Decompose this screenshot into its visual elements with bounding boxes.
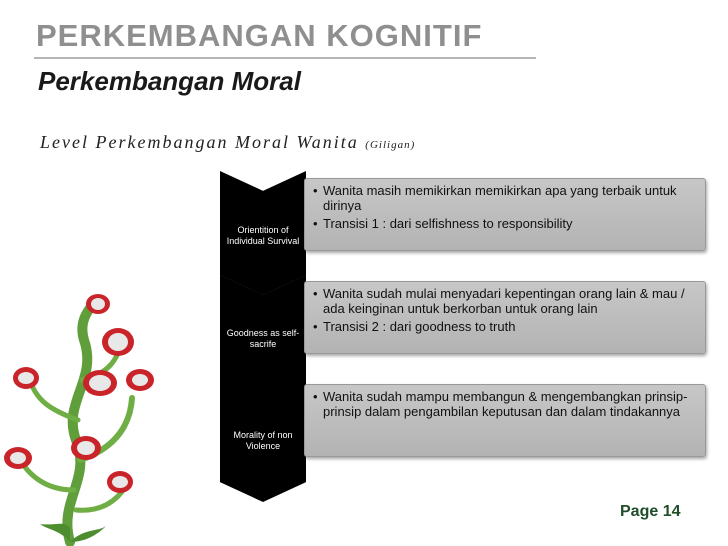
page-number: Page 14 xyxy=(620,503,681,520)
stage-2-label: Goodness as self-sacrife xyxy=(226,328,300,349)
stage-3-bullet-1: • Wanita sudah mampu membangun & mengembangkan prinsip-prinsip dalam pengambilan keputusan dan dalam tindakannya xyxy=(311,389,697,419)
level-heading-source: (Giligan) xyxy=(365,139,416,151)
stage-1-bullet-1: • Wanita masih memikirkan memikirkan apa yang terbaik untuk dirinya xyxy=(311,183,697,213)
level-heading xyxy=(40,132,415,153)
stage-2-bullet-1: • Wanita sudah mulai menyadari kepentingan orang lain & mau / ada keinginan untuk berkorban untuk orang lain xyxy=(311,286,697,316)
plant-illustration xyxy=(0,280,170,546)
stage-3-label: Morality of non Violence xyxy=(233,430,293,451)
stage-1-label: Orientition of Individual Survival xyxy=(226,225,300,246)
stage-2-bullet-2: • Transisi 2 : dari goodness to truth xyxy=(311,319,697,334)
slide-subtitle: Perkembangan Moral xyxy=(38,66,301,96)
stage-3-box xyxy=(304,384,706,457)
stage-1-box xyxy=(304,178,706,251)
slide-title: PERKEMBANGAN KOGNITIF xyxy=(36,18,483,53)
stage-1-bullet-2: • Transisi 1 : dari selfishness to responsibility xyxy=(311,216,697,231)
title-underline xyxy=(34,57,536,59)
level-heading-text: Level Perkembangan Moral Wanita xyxy=(40,132,359,152)
stage-2-box xyxy=(304,281,706,354)
